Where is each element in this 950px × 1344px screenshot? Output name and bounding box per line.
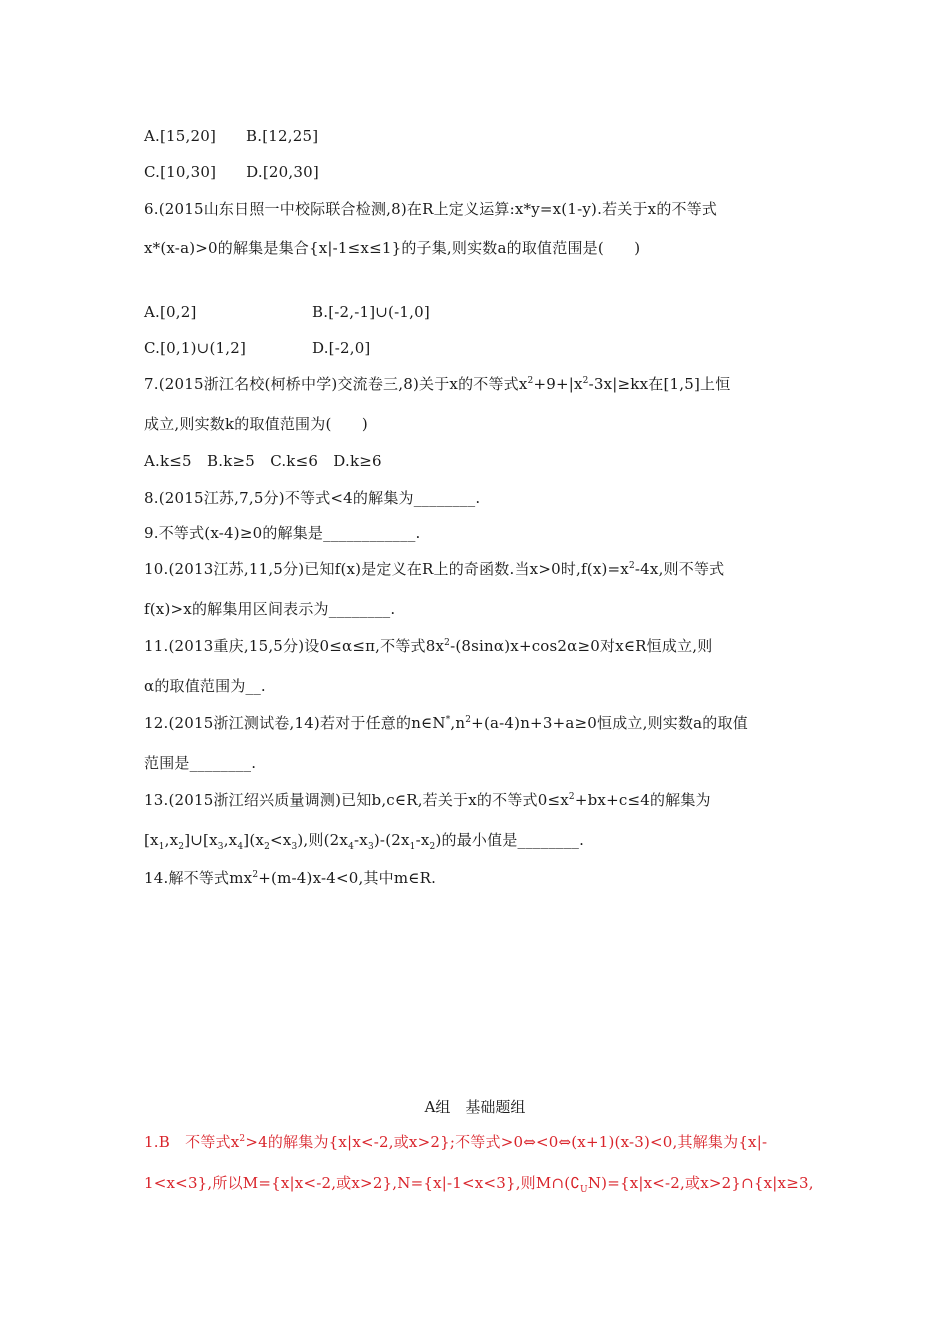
q13-text: 13.(2015浙江绍兴质量调测)已知b,c∈R,若关于x的不等式0≤x xyxy=(144,791,569,809)
q13-subscript: 1 xyxy=(409,842,416,852)
answer1-text: N)={x|x<-2,或x>2}∩{x|x≥3, xyxy=(587,1174,814,1192)
q13-subscript: 1 xyxy=(158,842,165,852)
answer1-exponent: 2 xyxy=(239,1134,246,1144)
q7-options: A.k≤5 B.k≥5 C.k≤6 D.k≥6 xyxy=(144,452,382,470)
q12-line2: 范围是________. xyxy=(144,754,257,772)
q11-line1 xyxy=(144,636,814,656)
q7-text: -3x|≥kx在[1,5]上恒 xyxy=(588,375,731,393)
q11-text: -(8sinα)x+cos2α≥0对x∈R恒成立,则 xyxy=(450,637,713,655)
q13-subscript: 3 xyxy=(217,842,224,852)
q9-line: 9.不等式(x-4)≥0的解集是____________. xyxy=(144,524,421,542)
q11-exponent: 2 xyxy=(444,638,451,648)
q13-exponent: 2 xyxy=(568,792,575,802)
q13-text: +bx+c≤4的解集为 xyxy=(574,791,711,809)
q10-line1 xyxy=(144,559,814,579)
q6-option-b: B.[-2,-1]∪(-1,0] xyxy=(312,303,430,321)
q5-option-a: A.[15,20] xyxy=(144,127,217,145)
answer1-line1 xyxy=(144,1132,814,1152)
q7-exponent: 2 xyxy=(527,376,534,386)
section-heading: A组 基础题组 xyxy=(424,1098,526,1116)
q13-text: -x xyxy=(354,831,368,849)
q14-exponent: 2 xyxy=(252,870,259,880)
q6-option-d: D.[-2,0] xyxy=(312,339,371,357)
q7-line2: 成立,则实数k的取值范围为( ) xyxy=(144,415,368,433)
answer1-text: 1.B 不等式x xyxy=(144,1133,240,1151)
q11-text: 11.(2013重庆,15,5分)设0≤α≤π,不等式8x xyxy=(144,637,445,655)
q13-text: ,x xyxy=(164,831,179,849)
answer1-line2 xyxy=(144,1173,814,1193)
q12-text: ,n xyxy=(450,714,466,732)
q13-text: -x xyxy=(415,831,430,849)
q14-text: +(m-4)x-4<0,其中m∈R. xyxy=(258,869,437,887)
q5-options-row2 xyxy=(144,162,814,182)
q6-option-c: C.[0,1)∪(1,2] xyxy=(144,339,246,357)
q13-subscript: 2 xyxy=(429,842,436,852)
q13-text: ),则(2x xyxy=(297,831,349,849)
q13-line1 xyxy=(144,790,814,810)
q14-line xyxy=(144,868,814,888)
q10-text: 10.(2013江苏,11,5分)已知f(x)是定义在R上的奇函数.当x>0时,f(x)=x xyxy=(144,560,629,578)
q12-exponent: 2 xyxy=(465,715,472,725)
q5-option-c: C.[10,30] xyxy=(144,163,217,181)
q13-text: ,x xyxy=(223,831,238,849)
q13-text: )-(2x xyxy=(373,831,410,849)
q10-exponent: 2 xyxy=(628,561,635,571)
q12-line1 xyxy=(144,713,814,733)
q13-subscript: 2 xyxy=(264,842,270,852)
q13-subscript: 3 xyxy=(291,842,298,852)
q7-text: 7.(2015浙江名校(柯桥中学)交流卷三,8)关于x的不等式x xyxy=(144,375,528,393)
q8-line: 8.(2015江苏,7,5分)不等式<4的解集为________. xyxy=(144,489,481,507)
q13-subscript: 4 xyxy=(237,842,244,852)
q13-text: [x xyxy=(144,831,159,849)
q6-option-a: A.[0,2] xyxy=(144,303,197,321)
q13-text: ](x xyxy=(243,831,265,849)
q13-subscript: 3 xyxy=(367,842,374,852)
q6-options-row1 xyxy=(144,302,814,322)
q11-line2: α的取值范围为__. xyxy=(144,677,266,695)
q12-text: 12.(2015浙江测试卷,14)若对于任意的n∈N xyxy=(144,714,446,732)
q6-options-row2 xyxy=(144,338,814,358)
q7-exponent: 2 xyxy=(582,376,589,386)
q5-option-b: B.[12,25] xyxy=(246,127,319,145)
q5-option-d: D.[20,30] xyxy=(246,163,319,181)
answer1-text: >4的解集为{x|x<-2,或x>2};不等式>0⇔<0⇔(x+1)(x-3)<0,其解集为{x|- xyxy=(245,1133,768,1151)
q13-subscript: 2 xyxy=(178,842,185,852)
q6-line1: 6.(2015山东日照一中校际联合检测,8)在R上定义运算:x*y=x(1-y).若关于x的不等式 xyxy=(144,200,718,218)
answer1-text: 1<x<3},所以M={x|x<-2,或x>2},N={x|-1<x<3},则M∩(∁ xyxy=(144,1174,581,1192)
q6-line2: x*(x-a)>0的解集是集合{x|-1≤x≤1}的子集,则实数a的取值范围是( ) xyxy=(144,239,641,257)
q13-line2 xyxy=(144,830,814,850)
q13-text: ]∪[x xyxy=(184,831,218,849)
q7-line1 xyxy=(144,374,814,394)
q13-subscript: 4 xyxy=(348,842,354,852)
answer1-subscript: U xyxy=(580,1185,588,1195)
q12-superscript: * xyxy=(445,715,451,725)
q5-options-row1 xyxy=(144,126,814,146)
q10-line2: f(x)>x的解集用区间表示为________. xyxy=(144,600,396,618)
q13-text: )的最小值是________. xyxy=(435,831,585,849)
q14-text: 14.解不等式mx xyxy=(144,869,253,887)
q12-text: +(a-4)n+3+a≥0恒成立,则实数a的取值 xyxy=(471,714,748,732)
q7-text: +9+|x xyxy=(533,375,583,393)
q10-text: -4x,则不等式 xyxy=(634,560,725,578)
q13-text: <x xyxy=(270,831,292,849)
